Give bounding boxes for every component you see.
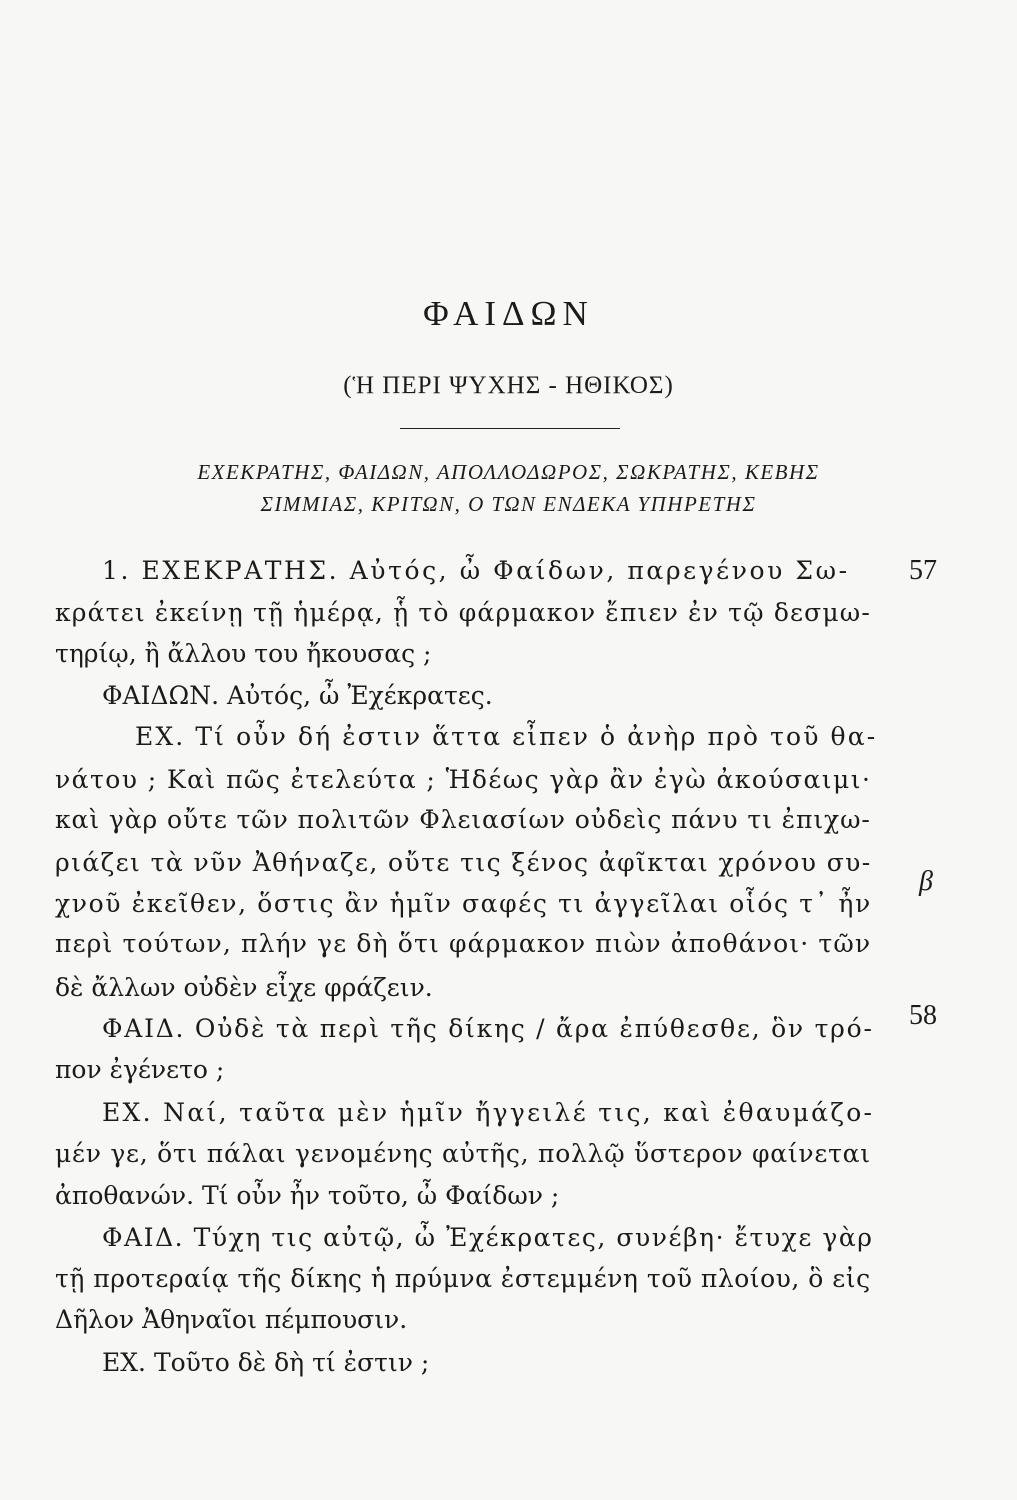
text-line: [0, 968, 1017, 1008]
text-line: [0, 1259, 1017, 1299]
text-line-content: ἀποθανών. Τί οὖν ἦν τοῦτο, ὦ Φαίδων ;: [55, 1181, 560, 1210]
text-line: [0, 760, 1017, 800]
text-line: [0, 1343, 1017, 1383]
text-line: [0, 1050, 1017, 1090]
text-line-content: 1. ΕΧΕΚΡΑΤΗΣ. Αὐτός, ὦ Φαίδων, παρεγένου Σω-: [102, 556, 850, 585]
dramatis-personae-line-2: ΣΙΜΜΙΑΣ, ΚΡΙΤΩΝ, Ο ΤΩΝ ΕΝΔΕΚΑ ΥΠΗΡΕΤΗΣ: [260, 492, 757, 516]
text-line: [0, 843, 1017, 883]
text-line-content: ΦΑΙΔΩΝ. Αὐτός, ὦ Ἐχέκρατες.: [102, 681, 493, 710]
text-line-content: ΦΑΙΔ. Τύχη τις αὐτῷ, ὦ Ἐχέκρατες, συνέβη· ἔτυχε γὰρ: [102, 1223, 874, 1252]
text-line-content: καὶ γὰρ οὔτε τῶν πολιτῶν Φλειασίων οὐδεὶς πάνυ τι ἐπιχω-: [55, 805, 871, 834]
text-line: [0, 551, 1017, 591]
text-line-content: περὶ τούτων, πλήν γε δὴ ὅτι φάρμακον πιὼν ἀποθάνοι· τῶν: [55, 929, 872, 958]
text-line-content: νάτου ; Καὶ πῶς ἐτελεύτα ; Ἡδέως γὰρ ἂν ἐγὼ ἀκούσαιμι·: [55, 765, 872, 794]
text-line: [0, 1300, 1017, 1340]
text-line: [0, 1009, 1017, 1049]
text-line: [0, 800, 1017, 840]
text-line-content: ΦΑΙΔ. Οὐδὲ τὰ περὶ τῆς δίκης / ἄρα ἐπύθεσθε, ὃν τρό-: [102, 1014, 874, 1043]
margin-reference-b: β: [919, 866, 933, 897]
title-divider: [400, 428, 620, 429]
text-line-content: τῇ προτεραίᾳ τῆς δίκης ἡ πρύμνα ἐστεμμένη τοῦ πλοίου, ὃ εἰς: [55, 1264, 871, 1293]
text-line-content: Δῆλον Ἀθηναῖοι πέμπουσιν.: [55, 1305, 408, 1334]
text-line-content: κράτει ἐκείνῃ τῇ ἡμέρᾳ, ᾗ τὸ φάρμακον ἔπιεν ἐν τῷ δεσμω-: [55, 598, 871, 627]
text-line: [0, 717, 1017, 757]
text-line-content: ΕΧ. Ναί, ταῦτα μὲν ἡμῖν ἤγγειλέ τις, καὶ ἐθαυμάζο-: [102, 1098, 875, 1127]
text-line-content: ριάζει τὰ νῦν Ἀθήναζε, οὔτε τις ξένος ἀφῖκται χρόνου συ-: [55, 848, 872, 877]
text-line-content: ΕΧ. Τί οὖν δή ἐστιν ἅττα εἶπεν ὁ ἀνὴρ πρὸ τοῦ θα-: [135, 722, 878, 751]
text-line-content: πον ἐγένετο ;: [55, 1055, 225, 1084]
margin-reference-57: 57: [909, 555, 937, 586]
text-line: [0, 634, 1017, 674]
text-line-content: δὲ ἄλλων οὐδὲν εἶχε φράζειν.: [55, 973, 433, 1002]
text-line: [0, 884, 1017, 924]
text-line: [0, 1176, 1017, 1216]
margin-reference-58: 58: [909, 1000, 937, 1031]
text-line-content: τηρίῳ, ἢ ἄλλου του ἤκουσας ;: [55, 639, 432, 668]
dialogue-title: ΦΑΙΔΩΝ: [423, 294, 594, 333]
text-line-content: ΕΧ. Τοῦτο δὲ δὴ τί ἐστιν ;: [102, 1348, 430, 1377]
text-line: [0, 593, 1017, 633]
text-line: [0, 1093, 1017, 1133]
dramatis-personae-line-1: ΕΧΕΚΡΑΤΗΣ, ΦΑΙΔΩΝ, ΑΠΟΛΛΟΔΩΡΟΣ, ΣΩΚΡΑΤΗΣ, ΚΕΒΗΣ: [197, 460, 820, 484]
text-line: [0, 1218, 1017, 1258]
text-line-content: μέν γε, ὅτι πάλαι γενομένης αὐτῆς, πολλῷ ὕστερον φαίνεται: [55, 1139, 871, 1168]
text-line: [0, 924, 1017, 964]
text-line: [0, 676, 1017, 716]
dialogue-subtitle: (Ἡ ΠΕΡΙ ΨΥΧΗΣ - ΗΘΙΚΟΣ): [343, 372, 674, 399]
text-line: [0, 1134, 1017, 1174]
text-line-content: χνοῦ ἐκεῖθεν, ὅστις ἂν ἡμῖν σαφές τι ἀγγεῖλαι οἷός τ᾽ ἦν: [55, 889, 872, 918]
